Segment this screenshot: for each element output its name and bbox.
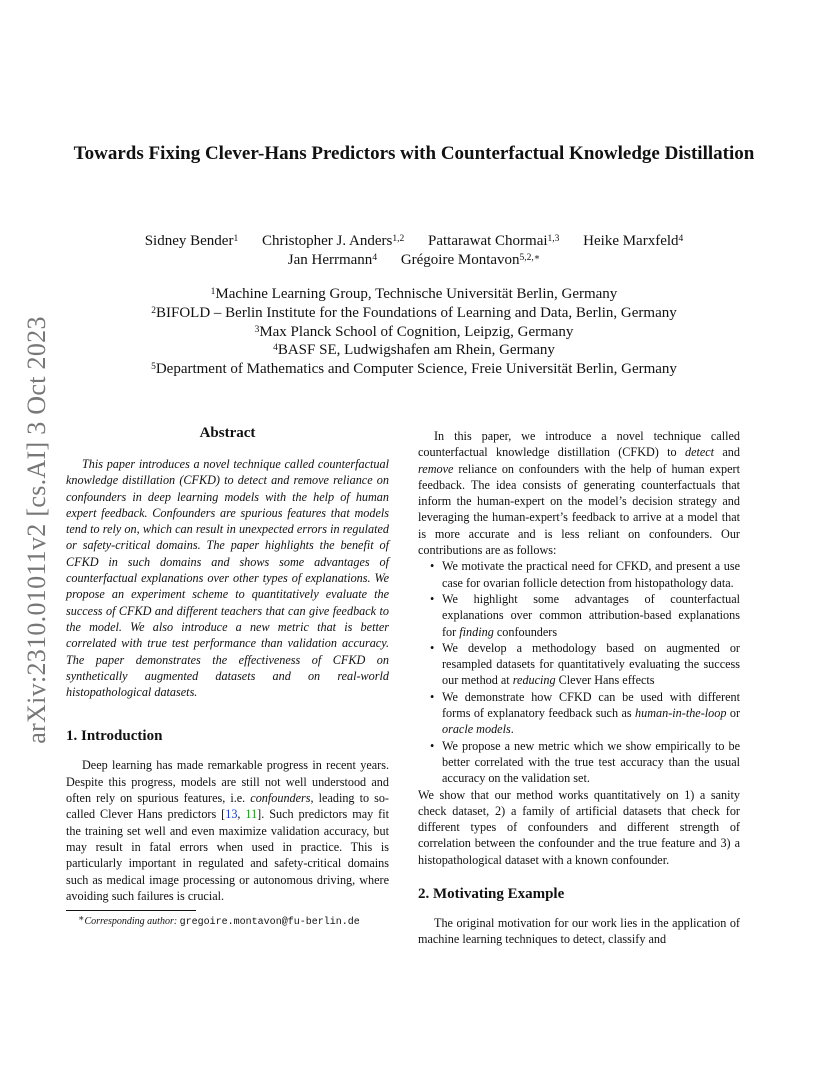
author: Christopher J. Anders$^{1,2}$ — [261, 233, 405, 249]
affiliation-list — [60, 285, 768, 379]
list-item: • We develop a methodology based on augmented or resampled datasets for quantitatively evaluating the success our method at reducing Clever Hans effects — [442, 640, 740, 689]
paper-title: Towards Fixing Clever-Hans Predictors with Counterfactual Knowledge Distillation — [73, 143, 755, 164]
left-column — [66, 425, 389, 929]
footnote: ∗Corresponding author: gregoire.montavon@fu-berlin.de — [78, 914, 360, 929]
body-paragraph: In this paper, we introduce a novel technique called counterfactual knowledge distillation (CFKD) to detect and remove reliance on confounders with the help of human expert feedback. The idea consists of generating counterfactuals that inform the human-expert on the model’s decision strategy and leveraging the human-expert’s feedback to arrive at a model that is more accurate and is less reliant on confounders. Our contributions are as follows: — [418, 429, 740, 558]
email-link[interactable]: gregoire.montavon@fu-berlin.de — [179, 917, 360, 929]
right-column — [418, 428, 740, 948]
author-list — [60, 232, 768, 270]
motivating-example-heading: 2. Motivating Example — [418, 886, 565, 903]
arxiv-sidebar — [22, 300, 52, 760]
introduction-heading: 1. Introduction — [66, 728, 163, 745]
author: Pattarawat Chormai$^{1,3}$ — [427, 233, 560, 249]
author: Grégoire Montavon$^{5,2,∗}$ — [400, 252, 541, 268]
abstract-heading: Abstract — [199, 425, 256, 441]
footnote-rule — [66, 910, 196, 911]
affiliation: $^1$Machine Learning Group, Technische Universität Berlin, Germany — [210, 286, 618, 302]
contributions-list — [418, 558, 740, 786]
list-item: • We demonstrate how CFKD can be used with different forms of explanatory feedback such as human-in-the-loop or oracle models. — [442, 689, 740, 738]
list-item: • We highlight some advantages of counterfactual explanations over common attribution-based explanations for finding confounders — [442, 591, 740, 640]
list-item: • We motivate the practical need for CFKD, and present a use case for ovarian follicle detection from histopathology data. — [442, 558, 740, 591]
body-paragraph: The original motivation for our work lies in the application of machine learning techniques to detect, classify and — [418, 916, 740, 947]
list-item: • We propose a new metric which we show empirically to be better correlated with the true test accuracy than the usual accuracy on the validation set. — [442, 738, 740, 787]
abstract-text: This paper introduces a novel technique called counterfactual knowledge distillation (CFKD) to detect and remove reliance on confounders in deep learning models with the help of human expert feedback. Confounders are spurious features that models tend to rely on, which can result in unexpected errors in regulated or safety-critical domains. The paper highlights the benefit of CFKD in such domains and shows some advantages of counterfactual explanations over other types of explanations. We propose an experiment scheme to quantitatively evaluate the success of CFKD and different teachers that can give feedback to the model. We also introduce a new metric that is better correlated with true test performance than validation accuracy. The paper demonstrates the effectiveness of CFKD on synthetically augmented datasets and on real-world histopathological datasets. — [66, 457, 389, 700]
citation-link[interactable]: 11 — [245, 807, 258, 822]
affiliation: $^5$Department of Mathematics and Computer Science, Freie Universität Berlin, Germany — [151, 361, 677, 378]
author: Jan Herrmann$^4$ — [287, 252, 378, 268]
affiliation: $^3$Max Planck School of Cognition, Leipzig, Germany — [254, 323, 574, 340]
author: Heike Marxfeld$^4$ — [583, 233, 684, 249]
body-paragraph: We show that our method works quantitatively on 1) a sanity check dataset, 2) a family of artificial datasets that check for different types of confounders and different strength of correlation between the confounder and the true feature and 3) a histopathological dataset with a known confounder. — [418, 787, 740, 867]
affiliation: $^4$BASF SE, Ludwigshafen am Rhein, Germany — [273, 342, 555, 359]
arxiv-identifier: arXiv:2310.01011v2 [cs.AI] 3 Oct 2023 — [22, 316, 52, 744]
introduction-paragraph: Deep learning has made remarkable progress in recent years. Despite this progress, models are still not well understood and often rely on spurious features, i.e. confounders, leading to so-called Clever Hans predictors [13, 11]. Such predictors may fit the training set well and even maximize validation accuracy, but may result in fatal errors when used in practice. This is particularly important in regulated and safety-critical domains such as medical image processing or autonomous driving, where avoiding such failures is crucial. — [66, 758, 390, 903]
affiliation: $^2$BIFOLD – Berlin Institute for the Foundations of Learning and Data, Berlin, Germany — [151, 304, 677, 321]
citation-link[interactable]: 13 — [225, 807, 238, 822]
author: Sidney Bender$^1$ — [144, 233, 239, 249]
